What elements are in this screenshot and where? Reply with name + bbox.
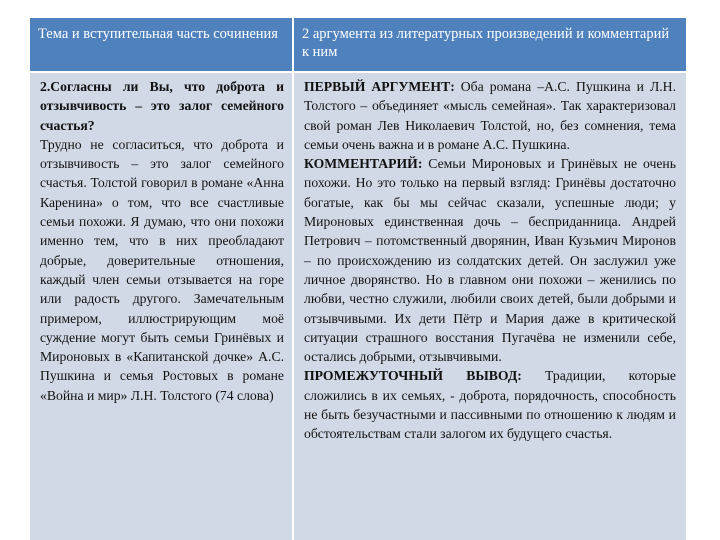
conclusion-label: ПРОМЕЖУТОЧНЫЙ ВЫВОД: bbox=[304, 368, 522, 384]
intermediate-conclusion bbox=[304, 366, 676, 443]
intro-cell bbox=[30, 71, 294, 540]
header-topic: Тема и вступительная часть сочинения bbox=[30, 18, 294, 71]
conclusion-text: Традиции, которые сложились в их семьях, - доброта, порядочность, способность не быть безучастными и пассивными по отношению к людям и обстоятельствам стали залогом их будущего счастья. bbox=[304, 368, 676, 442]
intro-question: 2.Согласны ли Вы, что доброта и отзывчивость – это залог семейного счастья? bbox=[40, 79, 284, 133]
header-arguments: 2 аргумента из литературных произведений и комментарий к ним bbox=[294, 18, 686, 71]
commentary-text: Семьи Мироновых и Гринёвых не очень похожи. Но это только на первый взгляд: Гринёвы достаточно богатые, как бы мы сейчас сказали, успешные люди; у Мироновых единственная дочь – бесприданница. Андрей Петрович – потомственный дворянин, Иван Кузьмич Миронов – по происхождению из солдатских детей. Он заслужил уже личное дворянство. Но в главном они похожи – женились по любви, честно служили, любили своих детей, были добрыми и отзывчивыми. Их дети Пётр и Мария даже в критической ситуации страшного восстания Пугачёва не изменили себе, остались добрыми, отзывчивыми. bbox=[304, 156, 676, 365]
first-argument-label: ПЕРВЫЙ АРГУМЕНТ: bbox=[304, 79, 455, 94]
commentary-label: КОММЕНТАРИЙ: bbox=[304, 156, 423, 172]
commentary bbox=[304, 154, 676, 366]
essay-table bbox=[30, 18, 686, 540]
first-argument bbox=[304, 77, 676, 154]
arguments-cell bbox=[294, 71, 686, 540]
first-argument-text: Оба романа –А.С. Пушкина и Л.Н. Толстого – объединяет «мысль семейная». Так характеризовал свой роман Лев Николаевич Толстой, но, без сомнения, тема семьи очень важна и в романе А.С. Пушкина. bbox=[304, 79, 676, 152]
intro-body: Трудно не согласиться, что доброта и отзывчивость – это залог семейного счастья. Толстой говорил в романе «Анна Каренина» о том, что все счастливые семьи похожи. Я думаю, что они похожи именно тем, что в них преобладают добрые, доверительные отношения, каждый член семьи отзывается на горе или радость другого. Замечательным примером, иллюстрирующим моё суждение могут быть семьи Гринёвых и Мироновых в «Капитанской дочке» А.С. Пушкина и семья Ростовых в романе «Война и мир» Л.Н. Толстого (74 слова) bbox=[40, 136, 284, 403]
